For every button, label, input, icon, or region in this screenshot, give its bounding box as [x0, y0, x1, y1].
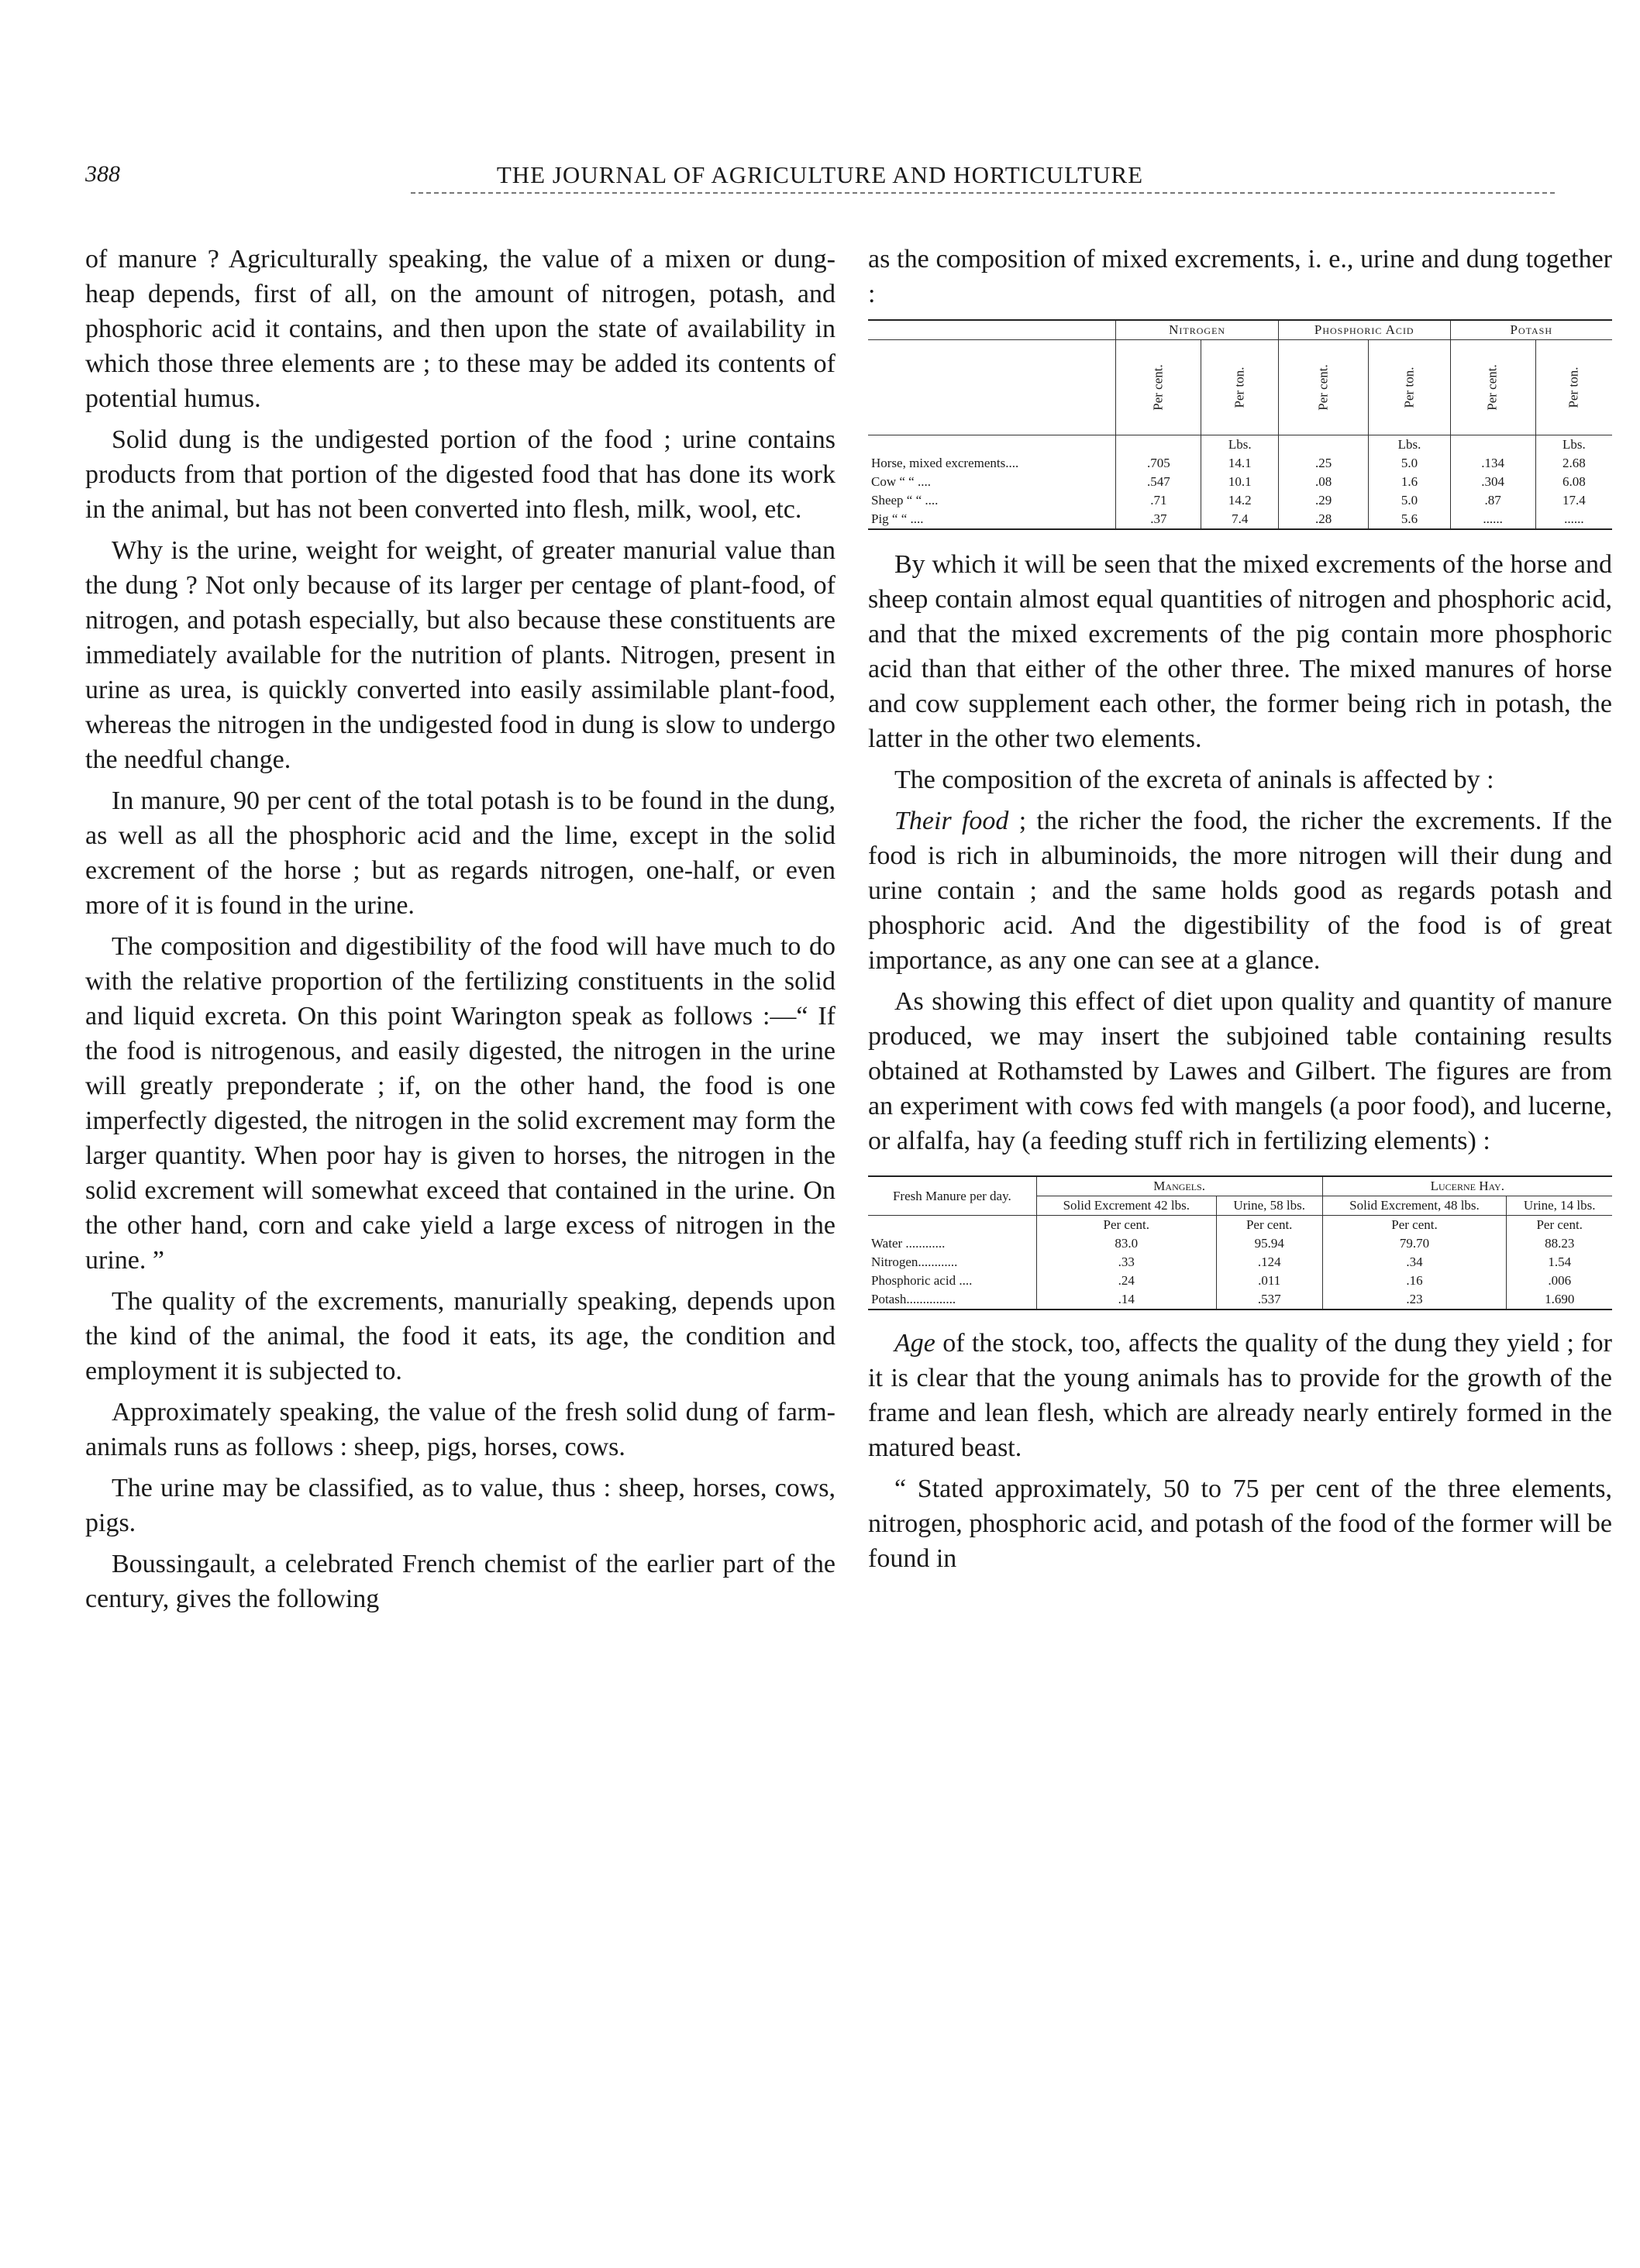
paragraph: As showing this effect of diet upon quality and quantity of manure produced, we may insert the subjoined table containing results obtained at Rothamsted by Lawes and Gilbert. The figures are from an experiment with cows fed with mangels (a poor food), and lucerne, or alfalfa, hay (a feeding stuff rich in fertilizing elements) :	[868, 987, 1612, 1155]
table-cell: .37	[1116, 510, 1201, 528]
paragraph: “ Stated approximately, 50 to 75 per cent of the three elements, nitrogen, phosphoric acid, and potash of the food of the former will be found in	[868, 1475, 1612, 1573]
table-cell: .705	[1116, 454, 1201, 473]
paragraph: The quality of the excrements, manurially speaking, depends upon the kind of the animal, the food it eats, its age, the condition and employment it is subjected to.	[85, 1287, 836, 1385]
row-label: Potash...............	[871, 1292, 956, 1306]
corner-header: Fresh Manure per day.	[892, 1188, 1011, 1203]
table-row	[868, 510, 1612, 528]
column-header: Per ton.	[1401, 367, 1417, 408]
row-label: Cow “ “ ....	[871, 474, 931, 489]
row-label: Water ............	[871, 1236, 946, 1251]
paragraph: Approximately speaking, the value of the fresh solid dung of farm-animals runs as follows : sheep, pigs, horses, cows.	[85, 1398, 836, 1461]
column-header: Per cent.	[1485, 364, 1500, 411]
row-label: Pig “ “ ....	[871, 511, 924, 526]
table-cell: 1.690	[1507, 1290, 1612, 1309]
table-cell: 2.68	[1535, 454, 1612, 473]
left-column	[85, 242, 836, 1623]
column-header: Urine, 58 lbs.	[1216, 1196, 1322, 1216]
column-header: Solid Excrement, 48 lbs.	[1322, 1196, 1507, 1216]
unit-cell: Per cent.	[1322, 1216, 1507, 1235]
table-cell: .87	[1450, 491, 1535, 510]
row-label: Sheep “ “ ....	[871, 493, 939, 508]
header-rule	[411, 192, 1555, 194]
italic-phrase: Age	[894, 1329, 935, 1358]
unit-cell: Per cent.	[1216, 1216, 1322, 1235]
table-cell: ......	[1535, 510, 1612, 528]
group-header: Potash	[1450, 321, 1612, 340]
table-cell: .23	[1322, 1290, 1507, 1309]
table-row	[868, 1253, 1612, 1272]
column-header: Urine, 14 lbs.	[1507, 1196, 1612, 1216]
paragraph: By which it will be seen that the mixed excrements of the horse and sheep contain almost equal quantities of nitrogen and phosphoric acid, and that the mixed excrements of the pig contain more phosphoric acid than that either of the other three. The mixed manures of horse and cow supplement each other, the former being rich in potash, the latter in the other two elements.	[868, 550, 1612, 753]
table-cell: 7.4	[1201, 510, 1279, 528]
unit-cell: Per cent.	[1507, 1216, 1612, 1235]
paragraph: Solid dung is the undigested portion of the food ; urine contains products from that portion of the digested food that has done its work in the animal, but has not been converted into flesh, milk, wool, etc.	[85, 425, 836, 524]
table-cell: .134	[1450, 454, 1535, 473]
unit-cell: Lbs.	[1201, 435, 1279, 455]
table-row	[868, 491, 1612, 510]
paragraph	[868, 804, 1612, 978]
table-cell: 17.4	[1535, 491, 1612, 510]
paragraph: The composition and digestibility of the food will have much to do with the relative proportion of the fertilizing constituents in the solid and liquid excreta. On this point Warington speak as follows :—“ If the food is nitrogenous, and easily digested, the nitrogen in the urine will greatly preponderate ; if, on the other hand, the food is one imperfectly digested, the nitrogen in the solid excrement may form the larger quantity. When poor hay is given to horses, the nitrogen in the solid excrement will somewhat exceed that contained in the urine. On the other hand, corn and cake yield a large excess of nitrogen in the urine. ”	[85, 932, 836, 1275]
paragraph: The composition of the excreta of aninals is affected by :	[894, 766, 1494, 794]
group-header: Nitrogen	[1116, 321, 1279, 340]
table-row	[868, 1272, 1612, 1290]
paragraph: of manure ? Agriculturally speaking, the value of a mixen or dung-heap depends, first of all, on the amount of nitrogen, potash, and phosphoric acid it contains, and then upon the state of availability in which those three elements are ; to these may be added its contents of potential humus.	[85, 245, 836, 413]
unit-cell: Lbs.	[1535, 435, 1612, 455]
row-label: Horse, mixed excrements....	[871, 456, 1019, 470]
table-cell: .011	[1216, 1272, 1322, 1290]
table-row	[868, 1234, 1612, 1253]
table-cell: 79.70	[1322, 1234, 1507, 1253]
table-cell: 5.0	[1369, 454, 1450, 473]
table-cell: 88.23	[1507, 1234, 1612, 1253]
table-row	[868, 1290, 1612, 1309]
table-cell: 10.1	[1201, 473, 1279, 491]
column-header: Per cent.	[1315, 364, 1331, 411]
table-cell: 6.08	[1535, 473, 1612, 491]
table-cell: .14	[1036, 1290, 1216, 1309]
unit-cell	[1278, 435, 1368, 455]
table-cell: 14.2	[1201, 491, 1279, 510]
table-cell: .34	[1322, 1253, 1507, 1272]
page-number: 388	[85, 161, 120, 187]
table-cell: 5.0	[1369, 491, 1450, 510]
unit-cell: Per cent.	[1036, 1216, 1216, 1235]
table-cell: .304	[1450, 473, 1535, 491]
column-header: Solid Excrement 42 lbs.	[1036, 1196, 1216, 1216]
table-cell: 1.6	[1369, 473, 1450, 491]
table-cell: 5.6	[1369, 510, 1450, 528]
unit-cell: Lbs.	[1369, 435, 1450, 455]
table-cell: .25	[1278, 454, 1368, 473]
paragraph-text: of the stock, too, affects the quality of the dung they yield ; for it is clear that the young animals has to provide for the growth of the frame and lean flesh, which are already nearly entirely formed in the matured beast.	[868, 1329, 1612, 1462]
table-cell: .16	[1322, 1272, 1507, 1290]
table-cell: .124	[1216, 1253, 1322, 1272]
row-label: Nitrogen............	[871, 1254, 958, 1269]
paragraph: Boussingault, a celebrated French chemist of the earlier part of the century, gives the following	[85, 1550, 836, 1613]
column-header: Per ton.	[1232, 367, 1247, 408]
table-row	[868, 473, 1612, 491]
paragraph: as the composition of mixed excrements, i. e., urine and dung together :	[868, 245, 1612, 308]
paragraph: Why is the urine, weight for weight, of greater manurial value than the dung ? Not only because of its larger per centage of plant-food, of nitrogen, and potash especially, but also because these constituents are immediately available for the nutrition of plants. Nitrogen, present in urine as urea, is quickly converted into easily assimilable plant-food, whereas the nitrogen in the undigested food in dung is slow to undergo the needful change.	[85, 536, 836, 774]
group-header: Mangels.	[1036, 1177, 1322, 1196]
excrement-composition-table	[868, 319, 1612, 530]
paragraph-text: ; the richer the food, the richer the excrements. If the food is rich in albuminoids, the more nitrogen will their dung and urine contain ; and the same holds good as regards potash and phosphoric acid. And the digestibility of the food is of great importance, as any one can see at a glance.	[868, 807, 1613, 975]
paragraph: The urine may be classified, as to value, thus : sheep, horses, cows, pigs.	[85, 1474, 836, 1537]
group-header: Phosphoric Acid	[1278, 321, 1450, 340]
table-cell: .547	[1116, 473, 1201, 491]
paragraph: In manure, 90 per cent of the total potash is to be found in the dung, as well as all the phosphoric acid and the lime, except in the solid excrement of the horse ; but as regards nitrogen, one-half, or even more of it is found in the urine.	[85, 786, 836, 920]
manure-experiment-table	[868, 1175, 1612, 1310]
italic-phrase: Their food	[894, 807, 1009, 835]
running-title: THE JOURNAL OF AGRICULTURE AND HORTICULTURE	[496, 161, 1144, 188]
table-cell: .24	[1036, 1272, 1216, 1290]
table-cell: .537	[1216, 1290, 1322, 1309]
table-cell: 83.0	[1036, 1234, 1216, 1253]
row-label: Phosphoric acid ....	[871, 1273, 973, 1288]
table-cell: .006	[1507, 1272, 1612, 1290]
table-cell: 1.54	[1507, 1253, 1612, 1272]
group-header: Lucerne Hay.	[1322, 1177, 1612, 1196]
unit-cell	[1116, 435, 1201, 455]
table-cell: .08	[1278, 473, 1368, 491]
table-cell: ......	[1450, 510, 1535, 528]
table-cell: 95.94	[1216, 1234, 1322, 1253]
column-header: Per ton.	[1566, 367, 1581, 408]
right-column	[868, 242, 1612, 1582]
table-cell: .28	[1278, 510, 1368, 528]
table-cell: .71	[1116, 491, 1201, 510]
table-cell: 14.1	[1201, 454, 1279, 473]
table-cell: .33	[1036, 1253, 1216, 1272]
column-header: Per cent.	[1150, 364, 1166, 411]
paragraph	[868, 1326, 1612, 1465]
table-row	[868, 454, 1612, 473]
unit-cell	[1450, 435, 1535, 455]
table-cell: .29	[1278, 491, 1368, 510]
